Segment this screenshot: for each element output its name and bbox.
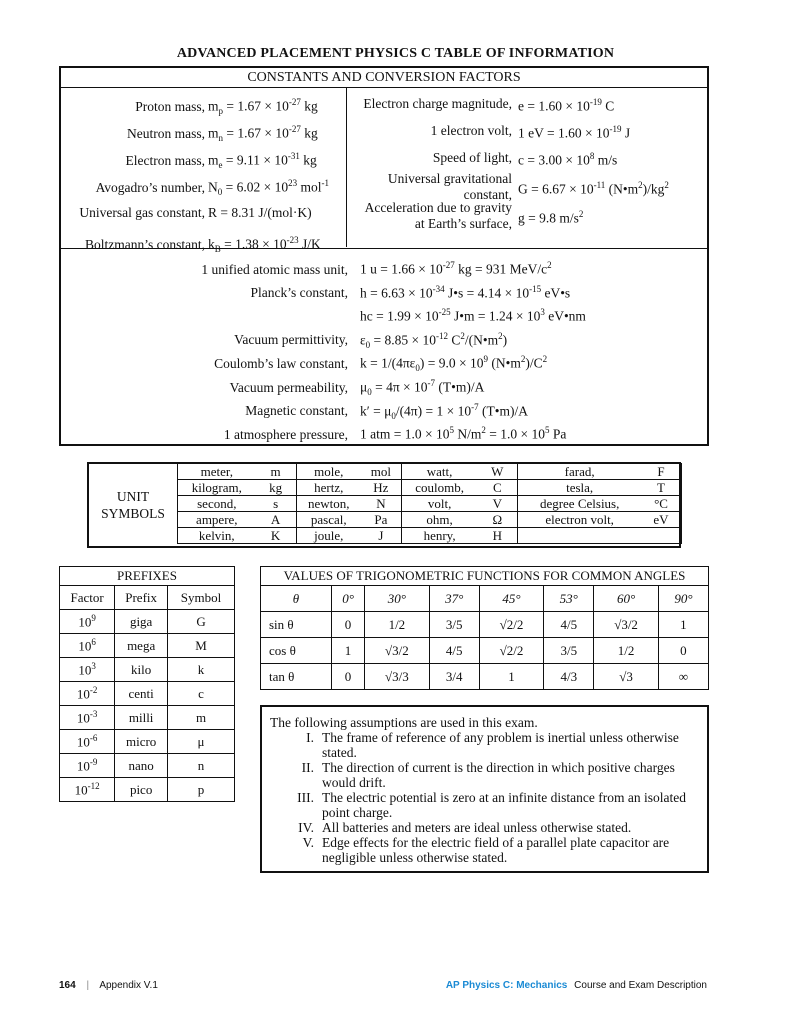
constant-row: [65, 328, 705, 353]
prefixes-title-row: [60, 567, 235, 586]
trig-value: √3/2: [594, 612, 659, 638]
constant-value: $\mu_0 = 4\pi \times 10^{-7}$ (T•m)/A: [360, 378, 485, 398]
unit-name: hertz,: [296, 480, 361, 496]
assumption-number: I.: [306, 730, 314, 745]
trig-row: [261, 638, 709, 664]
prefix-row: [60, 778, 235, 802]
unit-symbol: Pa: [361, 512, 402, 528]
unit-symbol: H: [477, 528, 518, 544]
unit-symbol: F: [641, 464, 682, 480]
unit-symbols-box: [87, 462, 681, 548]
constants-header: CONSTANTS AND CONVERSION FACTORS: [61, 68, 707, 88]
prefix-factor: $10^9$: [60, 610, 115, 634]
constant-label: Planck’s constant,: [250, 285, 348, 301]
unit-name: degree Celsius,: [518, 496, 641, 512]
constant-row: [65, 121, 344, 146]
trig-col-header: 53°: [544, 586, 594, 612]
unit-symbol: W: [477, 464, 518, 480]
trig-col-header: θ: [261, 586, 332, 612]
prefix-factor: $10^6$: [60, 634, 115, 658]
prefix-factor: $10^{-3}$: [60, 706, 115, 730]
trig-value: 3/4: [429, 664, 479, 690]
trig-value: 4/5: [429, 638, 479, 664]
prefix-symbol: m: [168, 706, 235, 730]
assumption-text: Edge effects for the electric field of a parallel plate capacitor are negligible unless otherwise stated.: [322, 835, 670, 865]
unit-name: watt,: [401, 464, 477, 480]
prefix-row: [60, 754, 235, 778]
constant-row: [65, 375, 705, 400]
trig-value: √2/2: [479, 612, 544, 638]
constant-label: Speed of light,: [432, 150, 512, 166]
constant-row: [65, 175, 344, 200]
unit-name: ohm,: [401, 512, 477, 528]
constant-value: $c = 3.00 \times 10^8$ m/s: [518, 151, 618, 168]
unit-name: [518, 528, 641, 544]
trig-value: √2/2: [479, 638, 544, 664]
footer-right: [446, 980, 707, 991]
unit-symbol: m: [256, 464, 297, 480]
constants-box: [59, 66, 709, 446]
unit-name: tesla,: [518, 480, 641, 496]
constant-value: $k_B = 1.38 \times 10^{-23}$ J/K: [208, 235, 321, 255]
constant-row: [65, 148, 344, 173]
constant-row: [352, 94, 707, 115]
unit-symbol: V: [477, 496, 518, 512]
prefix-symbol: n: [168, 754, 235, 778]
prefix-row: [60, 682, 235, 706]
unit-symbol: mol: [361, 464, 402, 480]
trig-col-header: 60°: [594, 586, 659, 612]
trig-header-row: [261, 586, 709, 612]
unit-name: second,: [178, 496, 256, 512]
unit-symbol: N: [361, 496, 402, 512]
assumption-item: [270, 790, 699, 820]
unit-row: [178, 528, 682, 544]
unit-symbol: T: [641, 480, 682, 496]
unit-row: [178, 464, 682, 480]
trig-col-header: 90°: [658, 586, 708, 612]
assumptions-intro: The following assumptions are used in this exam.: [270, 715, 538, 730]
constant-label: Avogadro’s number,: [95, 179, 205, 195]
prefixes-header-row: [60, 586, 235, 610]
trig-value: √3/3: [365, 664, 430, 690]
constant-value: 1 $u = 1.66 \times 10^{-27}$ kg = 931 MeV/$c^2$: [360, 260, 552, 277]
trig-value: 1: [479, 664, 544, 690]
footer: 164 | Appendix V.1: [59, 980, 158, 991]
constant-value: $\varepsilon_0 = 8.85 \times 10^{-12}$ $C^2/(N•m^2)$: [360, 330, 508, 350]
assumption-item: [270, 820, 699, 835]
constant-row: [65, 205, 344, 221]
prefix-name: mega: [115, 634, 168, 658]
constant-label: 1 atmosphere pressure,: [223, 426, 348, 442]
assumption-text: All batteries and meters are ideal unless otherwise stated.: [322, 820, 632, 835]
prefix-symbol: M: [168, 634, 235, 658]
constant-label: Proton mass,: [135, 98, 205, 114]
prefix-factor: $10^3$: [60, 658, 115, 682]
prefixes-col-header: Symbol: [168, 586, 235, 610]
constant-label: Coulomb’s law constant,: [214, 355, 348, 371]
constant-row: [352, 171, 707, 203]
trig-title: VALUES OF TRIGONOMETRIC FUNCTIONS FOR COMMON ANGLES: [261, 567, 709, 586]
constant-row: [65, 399, 705, 424]
assumptions-list: [270, 730, 699, 865]
trig-value: 1: [658, 612, 708, 638]
trig-value: 1/2: [594, 638, 659, 664]
trig-value: √3: [594, 664, 659, 690]
constant-value: $m_n = 1.67 \times 10^{-27}$ kg: [208, 124, 318, 144]
trig-table: [260, 566, 709, 690]
assumption-item: [270, 760, 699, 790]
page-title: ADVANCED PLACEMENT PHYSICS C TABLE OF INFORMATION: [176, 46, 615, 61]
constant-value: g = 9.8 $m/s^2$: [518, 208, 584, 226]
prefix-row: [60, 706, 235, 730]
footer-desc: Course and Exam Description: [574, 980, 707, 991]
unit-name: meter,: [178, 464, 256, 480]
prefix-name: micro: [115, 730, 168, 754]
assumption-number: III.: [297, 790, 314, 805]
constant-value: 1 eV = $1.60 \times 10^{-19}$ J: [518, 124, 631, 141]
constant-label: Electron charge magnitude,: [363, 96, 512, 112]
assumption-number: IV.: [298, 820, 314, 835]
prefix-factor: $10^{-9}$: [60, 754, 115, 778]
constant-label: Neutron mass,: [127, 125, 205, 141]
unit-symbol: eV: [641, 512, 682, 528]
prefixes-box: [59, 566, 235, 800]
prefix-name: nano: [115, 754, 168, 778]
trig-function: sin θ: [261, 612, 332, 638]
prefixes-col-header: Prefix: [115, 586, 168, 610]
prefixes-title: PREFIXES: [60, 567, 235, 586]
trig-col-header: 37°: [429, 586, 479, 612]
assumptions-box: [260, 705, 709, 873]
constant-value: hc = $1.99 \times 10^{-25}$ J•m = $1.24 \times 10^3$ eV•nm: [360, 307, 586, 324]
prefix-name: giga: [115, 610, 168, 634]
constant-label: 1 electron volt,: [430, 123, 512, 139]
prefix-symbol: p: [168, 778, 235, 802]
prefix-name: milli: [115, 706, 168, 730]
constant-value: $k' = \mu_0/(4\pi) = 1 \times 10^{-7}$ (T•m)/A: [360, 401, 528, 421]
footer-section: Appendix V.1: [99, 980, 158, 991]
unit-row: [178, 496, 682, 512]
unit-symbol: [641, 528, 682, 544]
unit-row: [178, 480, 682, 496]
trig-row: [261, 612, 709, 638]
unit-name: kelvin,: [178, 528, 256, 544]
prefix-name: centi: [115, 682, 168, 706]
constant-value: $h = 6.63 \times 10^{-34}$ J•s = $4.14 \times 10^{-15}$ eV•s: [360, 283, 571, 301]
unit-name: mole,: [296, 464, 361, 480]
prefix-name: kilo: [115, 658, 168, 682]
constant-label: Magnetic constant,: [245, 403, 348, 419]
constant-row: [352, 121, 707, 142]
trig-title-row: [261, 567, 709, 586]
trig-value: 1: [332, 638, 365, 664]
page-number: 164: [59, 980, 76, 991]
unit-symbol: A: [256, 512, 297, 528]
prefix-symbol: k: [168, 658, 235, 682]
constant-label: Vacuum permeability,: [229, 379, 348, 395]
prefix-row: [60, 658, 235, 682]
unit-symbol: J: [361, 528, 402, 544]
constant-label: Universal gas constant,: [79, 205, 205, 220]
trig-value: 4/5: [544, 612, 594, 638]
unit-name: coulomb,: [401, 480, 477, 496]
trig-value: 0: [658, 638, 708, 664]
assumption-number: II.: [301, 760, 314, 775]
prefixes-table: [59, 566, 235, 802]
unit-name: joule,: [296, 528, 361, 544]
trig-col-header: 30°: [365, 586, 430, 612]
trig-value: 0: [332, 612, 365, 638]
constant-value: $e = 1.60 \times 10^{-19}$ C: [518, 97, 615, 114]
constant-row: [65, 422, 705, 443]
trig-col-header: 0°: [332, 586, 365, 612]
constant-row: [65, 257, 705, 278]
constant-row: [352, 148, 707, 169]
prefix-row: [60, 610, 235, 634]
trig-value: 1/2: [365, 612, 430, 638]
unit-name: newton,: [296, 496, 361, 512]
constant-value: 1 atm = $1.0 \times 10^5$ $N/m^2 = 1.0 \times 10^5$ Pa: [360, 425, 567, 442]
unit-name: volt,: [401, 496, 477, 512]
prefix-name: pico: [115, 778, 168, 802]
trig-value: √3/2: [365, 638, 430, 664]
prefix-factor: $10^{-2}$: [60, 682, 115, 706]
constant-row: [65, 304, 705, 325]
constant-label: Vacuum permittivity,: [234, 332, 348, 348]
constant-value: $m_e = 9.11 \times 10^{-31}$ kg: [208, 151, 317, 171]
unit-row: [178, 512, 682, 528]
prefix-factor: $10^{-12}$: [60, 778, 115, 802]
prefix-symbol: G: [168, 610, 235, 634]
unit-symbol: kg: [256, 480, 297, 496]
assumption-number: V.: [302, 835, 314, 850]
constant-row: [65, 351, 705, 376]
constant-value: $k = 1/(4\pi\varepsilon_0) = 9.0 \times 10^9$ $(N•m^2)/C^2$: [360, 354, 548, 374]
prefix-row: [60, 634, 235, 658]
constant-row: [65, 281, 705, 302]
unit-name: kilogram,: [178, 480, 256, 496]
constant-row: [65, 232, 344, 257]
constant-label: Universal gravitational constant,: [387, 171, 512, 202]
unit-symbol: C: [477, 480, 518, 496]
trig-col-header: 45°: [479, 586, 544, 612]
prefix-symbol: c: [168, 682, 235, 706]
prefix-symbol: μ: [168, 730, 235, 754]
prefix-row: [60, 730, 235, 754]
unit-symbol: °C: [641, 496, 682, 512]
trig-box: [260, 566, 709, 684]
unit-name: pascal,: [296, 512, 361, 528]
unit-symbols-label: UNIT SYMBOLS: [101, 489, 165, 521]
trig-value: 0: [332, 664, 365, 690]
trig-value: ∞: [658, 664, 708, 690]
constant-label: 1 unified atomic mass unit,: [201, 261, 348, 277]
assumption-text: The electric potential is zero at an infinite distance from an isolated point charge.: [322, 790, 686, 820]
assumption-text: The frame of reference of any problem is inertial unless otherwise stated.: [322, 730, 679, 760]
constant-value: $N_0 = 6.02 \times 10^{23}$ mol$^{-1}$: [208, 178, 329, 198]
footer-course: AP Physics C: Mechanics: [445, 980, 568, 991]
constant-row: [65, 94, 344, 119]
unit-name: electron volt,: [518, 512, 641, 528]
unit-symbol: Ω: [477, 512, 518, 528]
unit-symbol: K: [256, 528, 297, 544]
constant-row: [352, 200, 707, 232]
constant-value: $m_p = 1.67 \times 10^{-27}$ kg: [208, 97, 318, 117]
unit-symbols-table: [177, 463, 682, 544]
unit-symbol: Hz: [361, 480, 402, 496]
unit-symbol: s: [256, 496, 297, 512]
trig-function: tan θ: [261, 664, 332, 690]
constant-label: Acceleration due to gravity at Earth’s surface,: [364, 200, 512, 231]
assumption-item: [270, 835, 699, 865]
trig-value: 4/3: [544, 664, 594, 690]
prefixes-col-header: Factor: [60, 586, 115, 610]
constant-value: $G = 6.67 \times 10^{-11}$ $(N•m^2)/kg^2$: [518, 179, 669, 197]
constant-value: R = 8.31 J/(mol·K): [208, 205, 312, 220]
unit-name: ampere,: [178, 512, 256, 528]
trig-value: 3/5: [429, 612, 479, 638]
constant-label: Boltzmann’s constant,: [85, 236, 205, 252]
unit-name: farad,: [518, 464, 641, 480]
trig-function: cos θ: [261, 638, 332, 664]
assumption-item: [270, 730, 699, 760]
trig-value: 3/5: [544, 638, 594, 664]
unit-name: henry,: [401, 528, 477, 544]
assumption-text: The direction of current is the direction in which positive charges would drift.: [322, 760, 675, 790]
constant-label: Electron mass,: [125, 152, 205, 168]
trig-row: [261, 664, 709, 690]
prefix-factor: $10^{-6}$: [60, 730, 115, 754]
